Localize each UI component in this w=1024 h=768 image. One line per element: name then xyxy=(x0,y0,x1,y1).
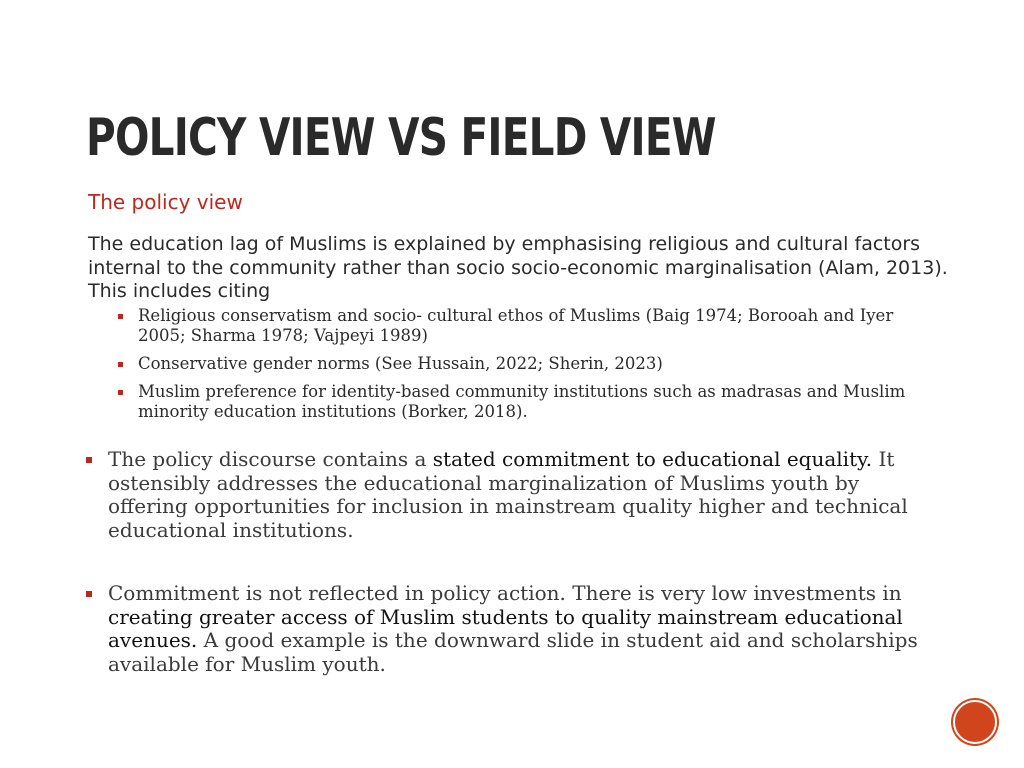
sub-bullet-item xyxy=(118,354,928,374)
sub-bullet-item xyxy=(118,382,928,422)
intro-paragraph: The education lag of Muslims is explained by emphasising religious and cultural factors internal to the community rather than socio socio-economic marginalisation (Alam, 2013). This includes citing xyxy=(88,233,948,302)
sub-bullet-item xyxy=(118,306,928,346)
main-bullet-item xyxy=(86,582,926,676)
square-bullet-icon xyxy=(118,362,123,367)
slide-subtitle: The policy view xyxy=(88,190,243,214)
sub-bullet-text: Muslim preference for identity-based community institutions such as madrasas and Muslim minority education institutions (Borker, 2018). xyxy=(138,382,906,421)
bullet-lead-text: Commitment is not reflected in policy action. There is very low investments in xyxy=(108,581,902,605)
sub-bullet-text: Religious conservatism and socio- cultural ethos of Muslims (Baig 1974; Borooah and Iyer 2005; Sharma 1978; Vajpeyi 1989) xyxy=(138,306,894,345)
slide-title: POLICY VIEW VS FIELD VIEW xyxy=(86,108,716,168)
bullet-highlight-text: stated commitment to educational equality. xyxy=(432,447,873,471)
sub-bullet-list xyxy=(118,306,928,430)
square-bullet-icon xyxy=(86,457,92,463)
main-bullet-item xyxy=(86,448,926,542)
main-bullet-list xyxy=(86,448,926,676)
bullet-rest-text: It ostensibly addresses the educational marginalization of Muslims youth by offering opportunities for inclusion in mainstream quality higher and technical educational institutions. xyxy=(108,447,908,542)
square-bullet-icon xyxy=(118,390,123,395)
square-bullet-icon xyxy=(118,314,123,319)
square-bullet-icon xyxy=(86,591,92,597)
slide-nav-button[interactable] xyxy=(953,700,997,744)
bullet-rest-text: A good example is the downward slide in student aid and scholarships available for Muslim youth. xyxy=(108,628,918,676)
sub-bullet-text: Conservative gender norms (See Hussain, 2022; Sherin, 2023) xyxy=(138,354,663,373)
bullet-highlight-text: creating greater access of Muslim students to quality mainstream educational avenues. xyxy=(108,604,903,652)
bullet-lead-text: The policy discourse contains a xyxy=(108,447,433,471)
